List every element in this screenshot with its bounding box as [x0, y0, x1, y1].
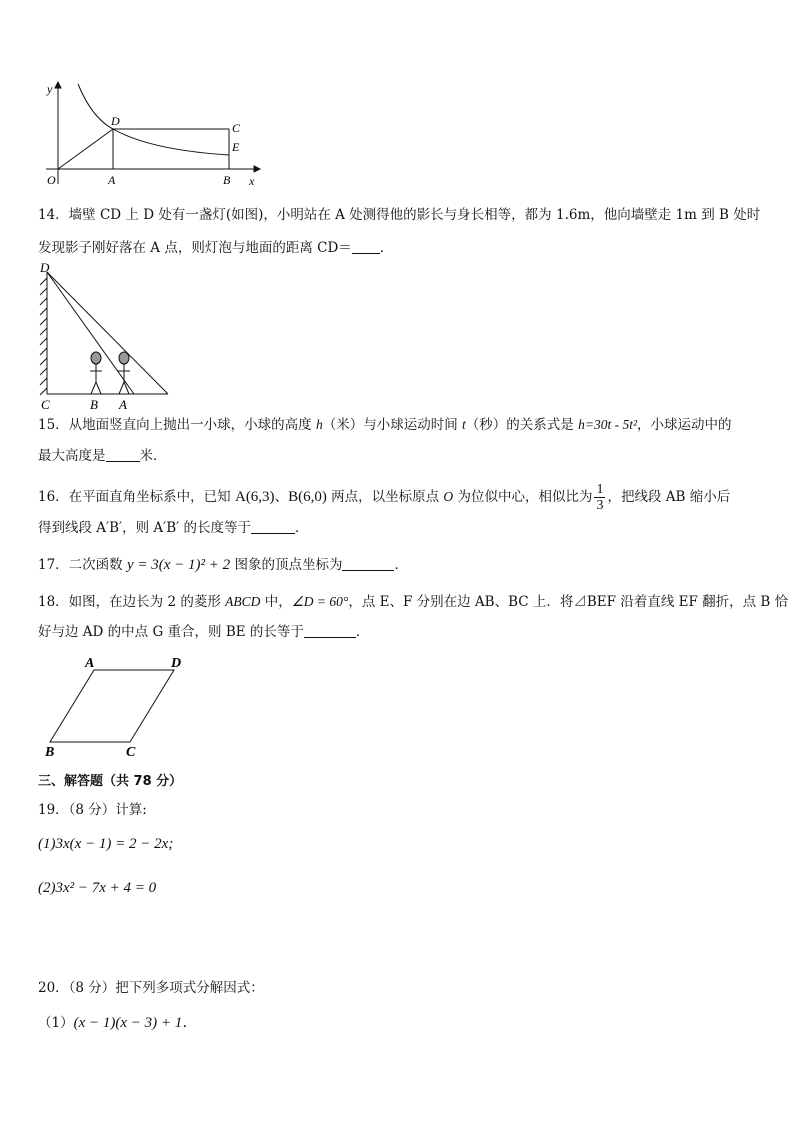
q15-tail: 米．	[139, 448, 167, 464]
x-axis-arrow	[254, 166, 260, 172]
q16-text-b: 两点，以坐标原点	[326, 489, 444, 505]
q18-line2	[38, 622, 369, 642]
q19-part2: (2)3x² − 7x + 4 = 0	[38, 880, 157, 896]
q16-line1	[38, 482, 730, 513]
label-b: B	[45, 745, 55, 760]
q18-text-a: 18．如图，在边长为 2 的菱形	[38, 594, 226, 610]
label-e: E	[232, 140, 240, 154]
q14-text: 发现影子刚好落在 A 点，则灯泡与地面的距离 CD＝	[38, 240, 352, 256]
light-ray-to-a	[47, 272, 134, 394]
q15-line1	[38, 415, 732, 435]
q15-var-t: t	[462, 417, 466, 432]
q14-line1: 14．墙壁 CD 上 D 处有一盏灯(如图)，小明站在 A 处测得他的影长与身长相等，都为 1.6m，他向墙壁走 1m 到 B 处时	[38, 207, 761, 223]
person-at-a	[118, 352, 130, 394]
label-c: C	[41, 397, 50, 412]
wall-hatching	[40, 278, 47, 395]
q16-origin: O	[443, 489, 454, 504]
q18-text-d: 好与边 AD 的中点 G 重合，则 BE 的长等于	[38, 624, 304, 640]
segment-od	[58, 129, 113, 169]
q17-text-b: 图象的顶点坐标为	[230, 557, 343, 573]
q16-frac-den: 3	[596, 498, 604, 513]
label-y: y	[47, 82, 53, 96]
light-ray-far	[47, 272, 168, 394]
q17-formula: y = 3(x − 1)² + 2	[126, 557, 231, 573]
label-x: x	[249, 174, 255, 188]
hyperbola-curve	[78, 84, 229, 155]
q19-part1: (1)3x(x − 1) = 2 − 2x;	[38, 836, 174, 852]
q16-text-a: 16．在平面直角坐标系中，已知	[38, 489, 235, 505]
q15-answer-blank[interactable]	[106, 447, 140, 462]
label-a: A	[108, 173, 116, 187]
q16-tail: ．	[294, 520, 309, 536]
y-axis-arrow	[55, 82, 61, 88]
section-heading: 三、解答题（共 78 分）	[38, 774, 183, 789]
label-b: B	[223, 173, 231, 187]
q17-tail: ．	[394, 557, 408, 573]
q16-answer-blank[interactable]	[251, 519, 295, 534]
q17-text-a: 17．二次函数	[38, 557, 127, 573]
label-d: D	[111, 114, 120, 128]
label-c: C	[126, 745, 136, 760]
q17-line	[38, 555, 408, 575]
q16-sep: 、	[274, 489, 289, 505]
q15-formula: h=30t - 5t²	[578, 417, 637, 432]
q18-text-b: 中，	[260, 594, 292, 610]
q19-title: 19．（8 分）计算:	[38, 802, 147, 818]
q16-text-c: 为位似中心，相似比为	[453, 489, 593, 505]
label-o: O	[47, 173, 56, 187]
q18-angle: ∠D = 60°	[291, 594, 349, 609]
q16-text-e: 得到线段 A′B′，则 A′B′ 的长度等于	[38, 520, 251, 536]
label-c: C	[232, 121, 241, 135]
q16-point-a: A(6,3)	[234, 489, 275, 505]
q15-line2	[38, 446, 167, 466]
rhombus-abcd	[50, 670, 174, 742]
q20-part1	[38, 1013, 197, 1033]
q14-tail: ．	[379, 240, 394, 256]
function-graph-figure	[40, 80, 270, 190]
label-d: D	[40, 260, 50, 275]
q15-text-e: 最大高度是	[38, 448, 106, 464]
q20-title: 20．（8 分）把下列多项式分解因式：	[38, 980, 264, 996]
q16-line2	[38, 518, 308, 538]
q15-text-d: ，小球运动中的	[637, 417, 732, 433]
q20-part1-label: （1）	[38, 1015, 74, 1031]
q15-text-b: （米）与小球运动时间	[322, 417, 463, 433]
rhombus-figure	[38, 650, 198, 762]
person-at-b	[90, 352, 102, 394]
q16-frac-num: 1	[596, 482, 604, 497]
label-b: B	[90, 397, 98, 412]
q20-part1-expr: (x − 1)(x − 3) + 1．	[73, 1015, 198, 1031]
q18-line1	[38, 592, 788, 612]
q18-answer-blank[interactable]	[304, 623, 356, 638]
label-d: D	[171, 656, 182, 671]
q16-ratio-fraction	[594, 482, 605, 513]
label-a: A	[119, 397, 127, 412]
label-a: A	[85, 656, 95, 671]
q18-tail: ．	[355, 624, 370, 640]
q16-point-b: B(6,0)	[288, 489, 327, 505]
q15-text-a: 15．从地面竖直向上抛出一小球，小球的高度	[38, 417, 316, 433]
q14-line2	[38, 238, 393, 258]
q18-text-c: ，点 E、F 分别在边 AB、BC 上．将⊿BEF 沿着直线 EF 翻折，点 B 恰	[348, 594, 789, 610]
q17-answer-blank[interactable]	[342, 556, 394, 571]
q14-answer-blank[interactable]	[352, 239, 380, 254]
lamp-wall-figure	[34, 258, 174, 410]
q15-var-h: h	[315, 417, 323, 432]
q18-abcd: ABCD	[225, 594, 261, 609]
q16-text-d: ，把线段 AB 缩小后	[607, 489, 731, 505]
q15-text-c: （秒）的关系式是	[465, 417, 579, 433]
